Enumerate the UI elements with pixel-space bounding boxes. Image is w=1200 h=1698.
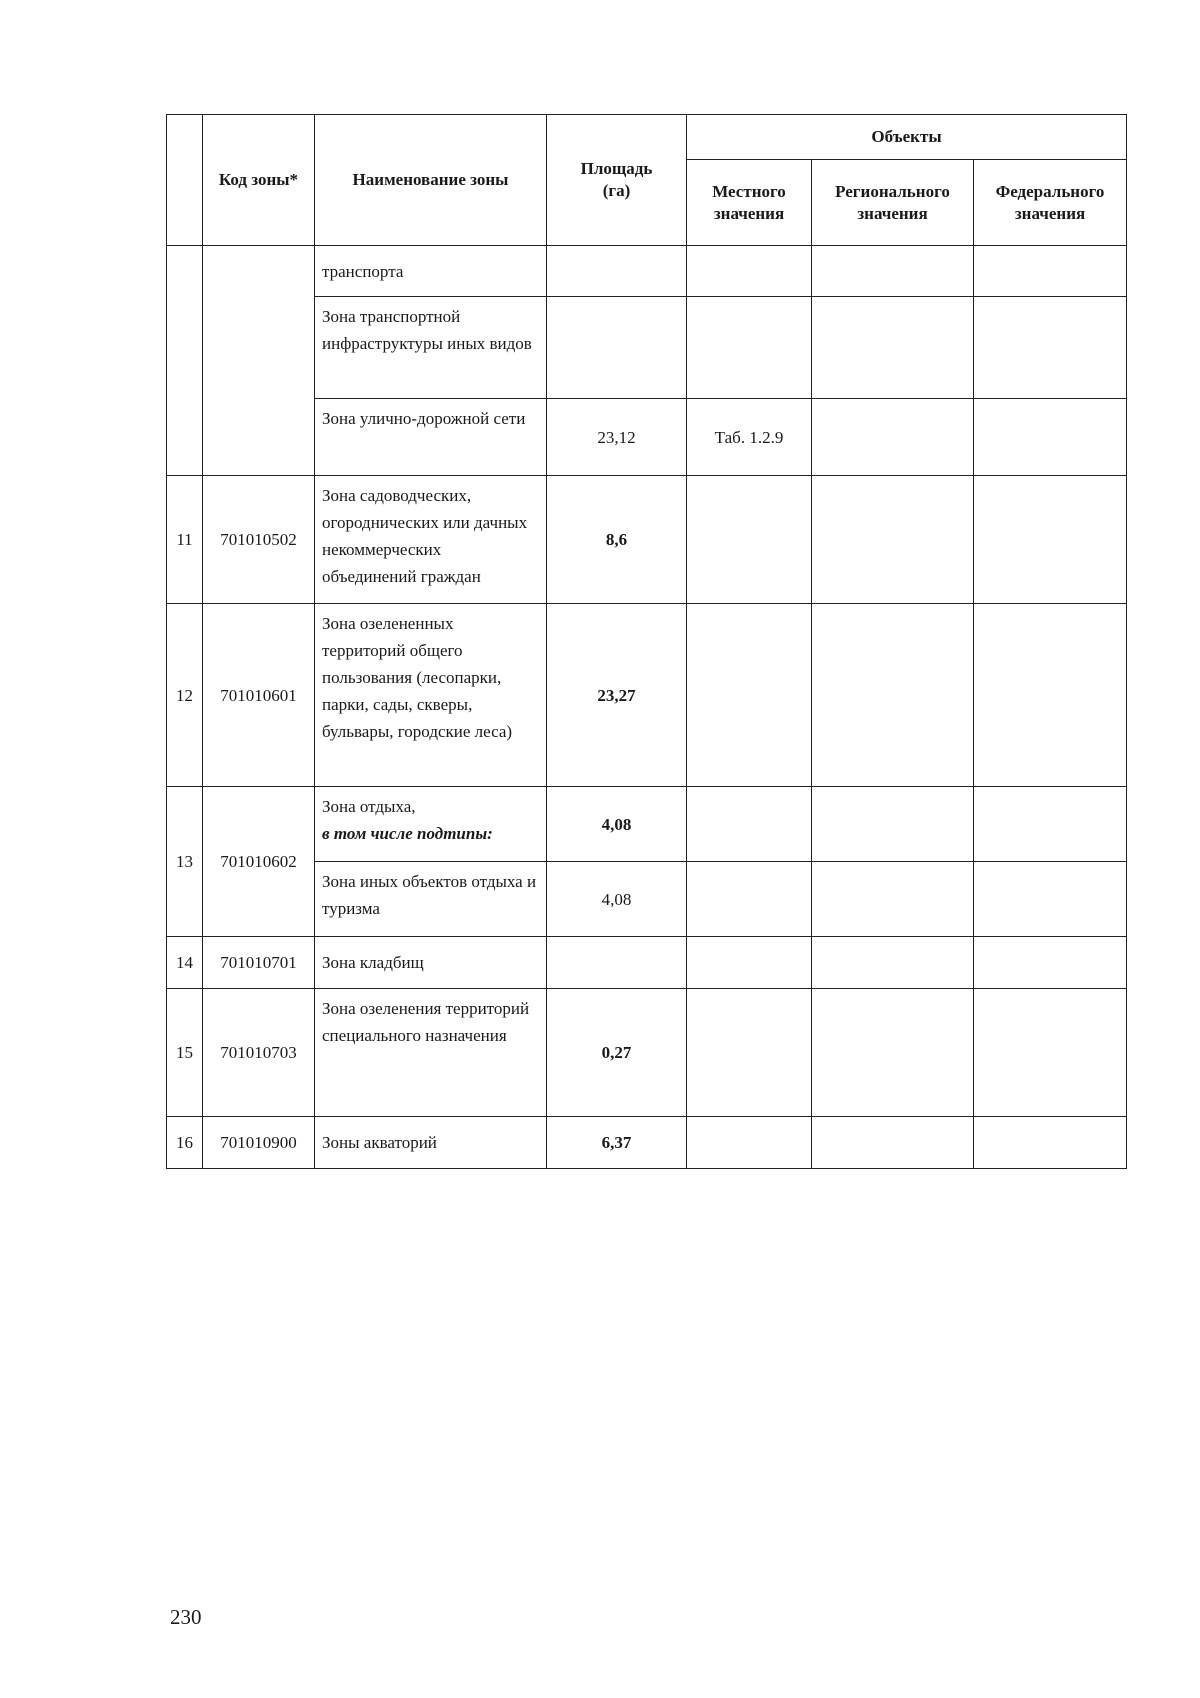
header-num-cell [167,115,203,246]
regional-objects [812,476,974,604]
federal-objects [974,787,1127,862]
zone-code: 701010502 [203,476,315,604]
row-number: 11 [167,476,203,604]
zone-name: транспорта [315,246,547,297]
row-number: 15 [167,989,203,1117]
regional-objects [812,399,974,476]
federal-objects [974,862,1127,937]
header-area: Площадь (га) [547,115,687,246]
zone-area: 23,27 [547,604,687,787]
local-objects [687,476,812,604]
zone-area [547,297,687,399]
regional-objects [812,937,974,989]
zones-table [166,114,1127,1169]
zone-code: 701010900 [203,1117,315,1169]
zone-name [315,787,547,862]
regional-objects [812,1117,974,1169]
cont-code-cell [203,246,315,476]
local-objects [687,862,812,937]
zone-name: Зона иных объектов отдыха и туризма [315,862,547,937]
zone-name: Зона улично-дорожной сети [315,399,547,476]
table-row [167,937,1127,989]
page-number: 230 [170,1605,202,1629]
federal-objects [974,937,1127,989]
zone-area: 6,37 [547,1117,687,1169]
federal-objects [974,476,1127,604]
table-row [167,989,1127,1117]
local-objects [687,246,812,297]
regional-objects [812,604,974,787]
table-row [167,787,1127,862]
local-objects: Таб. 1.2.9 [687,399,812,476]
regional-objects [812,989,974,1117]
header-name: Наименование зоны [315,115,547,246]
zone-area: 4,08 [547,787,687,862]
local-objects [687,989,812,1117]
header-local: Местного значения [687,160,812,246]
zone-code: 701010701 [203,937,315,989]
zone-area: 0,27 [547,989,687,1117]
header-federal: Федерального значения [974,160,1127,246]
table-row [167,604,1127,787]
zone-area: 8,6 [547,476,687,604]
local-objects [687,1117,812,1169]
table-row [167,476,1127,604]
zone-code: 701010601 [203,604,315,787]
regional-objects [812,862,974,937]
table-row [167,1117,1127,1169]
federal-objects [974,399,1127,476]
local-objects [687,787,812,862]
header-row-1 [167,115,1127,160]
local-objects [687,937,812,989]
table-row [167,246,1127,297]
federal-objects [974,1117,1127,1169]
header-regional: Регионального значения [812,160,974,246]
local-objects [687,604,812,787]
zone-name: Зона озеленения территорий специального назначения [315,989,547,1117]
zone-area: 23,12 [547,399,687,476]
zone-name-text: Зона отдыха, [322,797,416,816]
local-objects [687,297,812,399]
federal-objects [974,989,1127,1117]
zone-code: 701010602 [203,787,315,937]
row-number: 13 [167,787,203,937]
zone-area [547,937,687,989]
zone-code: 701010703 [203,989,315,1117]
regional-objects [812,787,974,862]
regional-objects [812,297,974,399]
header-objects: Объекты [687,115,1127,160]
header-code: Код зоны* [203,115,315,246]
federal-objects [974,297,1127,399]
zone-name: Зона озелененных территорий общего пользования (лесопарки, парки, сады, скверы, бульвары, городские леса) [315,604,547,787]
regional-objects [812,246,974,297]
row-number: 16 [167,1117,203,1169]
zone-subtypes-note: в том числе подтипы: [322,824,493,843]
row-number: 12 [167,604,203,787]
row-number: 14 [167,937,203,989]
zone-area: 4,08 [547,862,687,937]
zone-name: Зона кладбищ [315,937,547,989]
zone-name: Зона садоводческих, огороднических или дачных некоммерческих объединений граждан [315,476,547,604]
federal-objects [974,604,1127,787]
zone-name: Зона транспортной инфраструктуры иных видов [315,297,547,399]
zone-name: Зоны акваторий [315,1117,547,1169]
federal-objects [974,246,1127,297]
cont-num-cell [167,246,203,476]
zone-area [547,246,687,297]
